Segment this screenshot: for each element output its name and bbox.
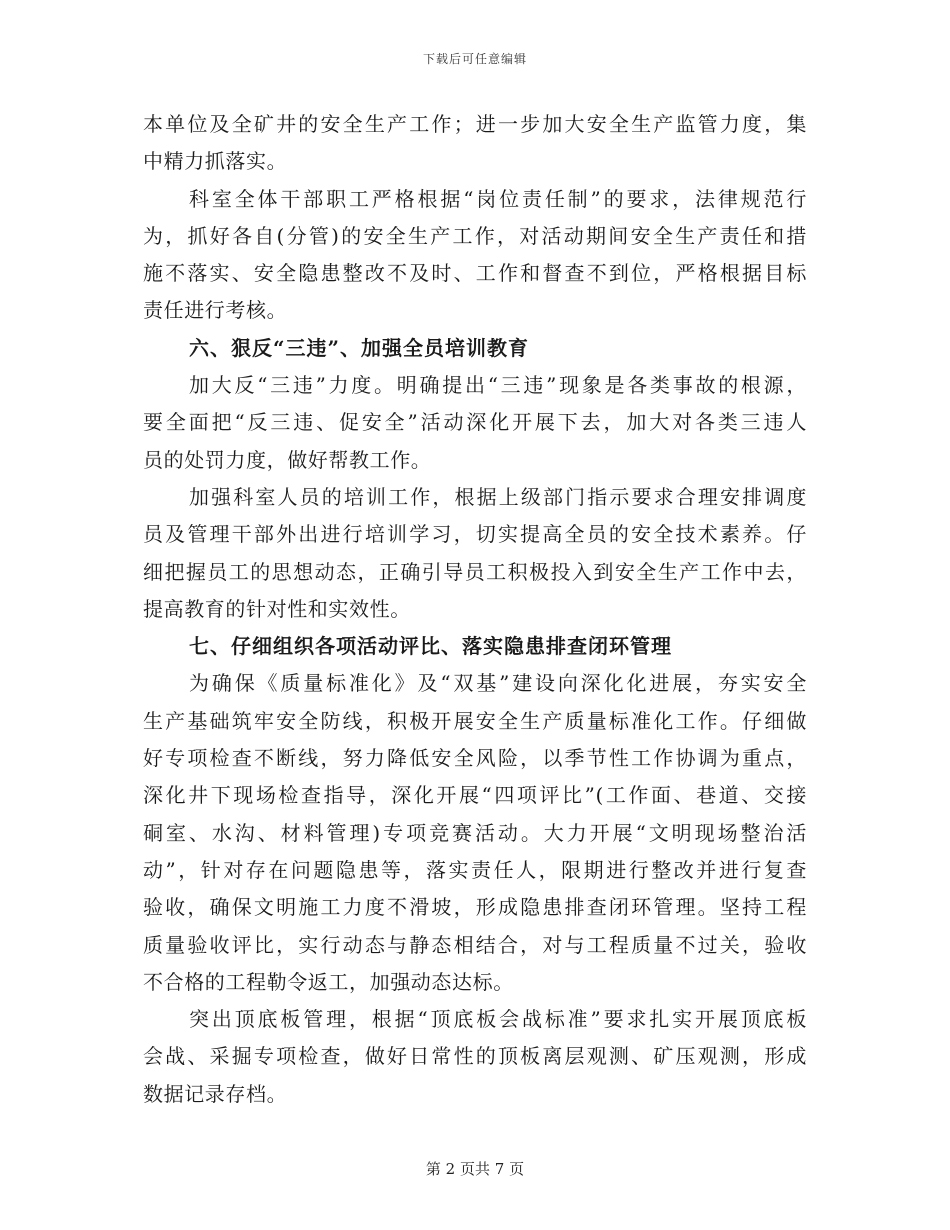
body-line: 施不落实、安全隐患整改不及时、工作和督查不到位，严格根据目标 [143,261,807,286]
body-line: 中精力抓落实。 [143,149,288,174]
body-line: 为，抓好各自(分管)的安全生产工作，对活动期间安全生产责任和措 [143,223,807,248]
body-line: 验收，确保文明施工力度不滑坡，形成隐患排查闭环管理。坚持工程 [143,895,807,920]
body-line: 会战、采掘专项检查，做好日常性的顶板离层观测、矿压观测，形成 [143,1044,807,1069]
body-line: 科室全体干部职工严格根据“岗位责任制”的要求，法律规范行 [189,186,807,211]
body-line: 数据记录存档。 [143,1081,288,1106]
body-line: 深化井下现场检查指导，深化开展“四项评比”(工作面、巷道、交接 [143,783,807,808]
body-line: 不合格的工程勒令返工，加强动态达标。 [143,969,514,994]
body-line: 硐室、水沟、材料管理)专项竞赛活动。大力开展“文明现场整治活 [143,820,807,845]
body-line: 突出顶底板管理，根据“顶底板会战标准”要求扎实开展顶底板 [189,1007,807,1032]
body-line: 员的处罚力度，做好帮教工作。 [143,447,432,472]
section-heading-7: 七、仔细组织各项活动评比、落实隐患排查闭环管理 [189,634,672,659]
body-line: 员及管理干部外出进行培训学习，切实提高全员的安全技术素养。仔 [143,522,807,547]
body-line: 责任进行考核。 [143,298,288,323]
body-line: 提高教育的针对性和实效性。 [143,596,411,621]
body-line: 加大反“三违”力度。明确提出“三违”现象是各类事故的根源， [189,373,807,398]
body-line: 细把握员工的思想动态，正确引导员工积极投入到安全生产工作中去， [143,559,807,584]
body-line: 本单位及全矿井的安全生产工作；进一步加大安全生产监管力度，集 [143,112,807,136]
document-body [143,106,807,1113]
body-line: 质量验收评比，实行动态与静态相结合，对与工程质量不过关，验收 [143,932,807,957]
body-line: 好专项检查不断线，努力降低安全风险，以季节性工作协调为重点， [143,746,807,771]
body-line: 动”，针对存在问题隐患等，落实责任人，限期进行整改并进行复查 [143,857,807,882]
body-line: 生产基础筑牢安全防线，积极开展安全生产质量标准化工作。仔细做 [143,708,807,733]
body-line: 为确保《质量标准化》及“双基”建设向深化化进展，夯实安全 [189,671,807,696]
page-number: 第 2 页共 7 页 [425,1160,525,1178]
section-heading-6: 六、狠反“三违”、加强全员培训教育 [189,335,530,360]
body-line: 要全面把“反三违、促安全”活动深化开展下去，加大对各类三违人 [143,410,807,435]
body-line: 加强科室人员的培训工作，根据上级部门指示要求合理安排调度 [189,484,807,509]
page-header: 下载后可任意编辑 [422,52,527,66]
